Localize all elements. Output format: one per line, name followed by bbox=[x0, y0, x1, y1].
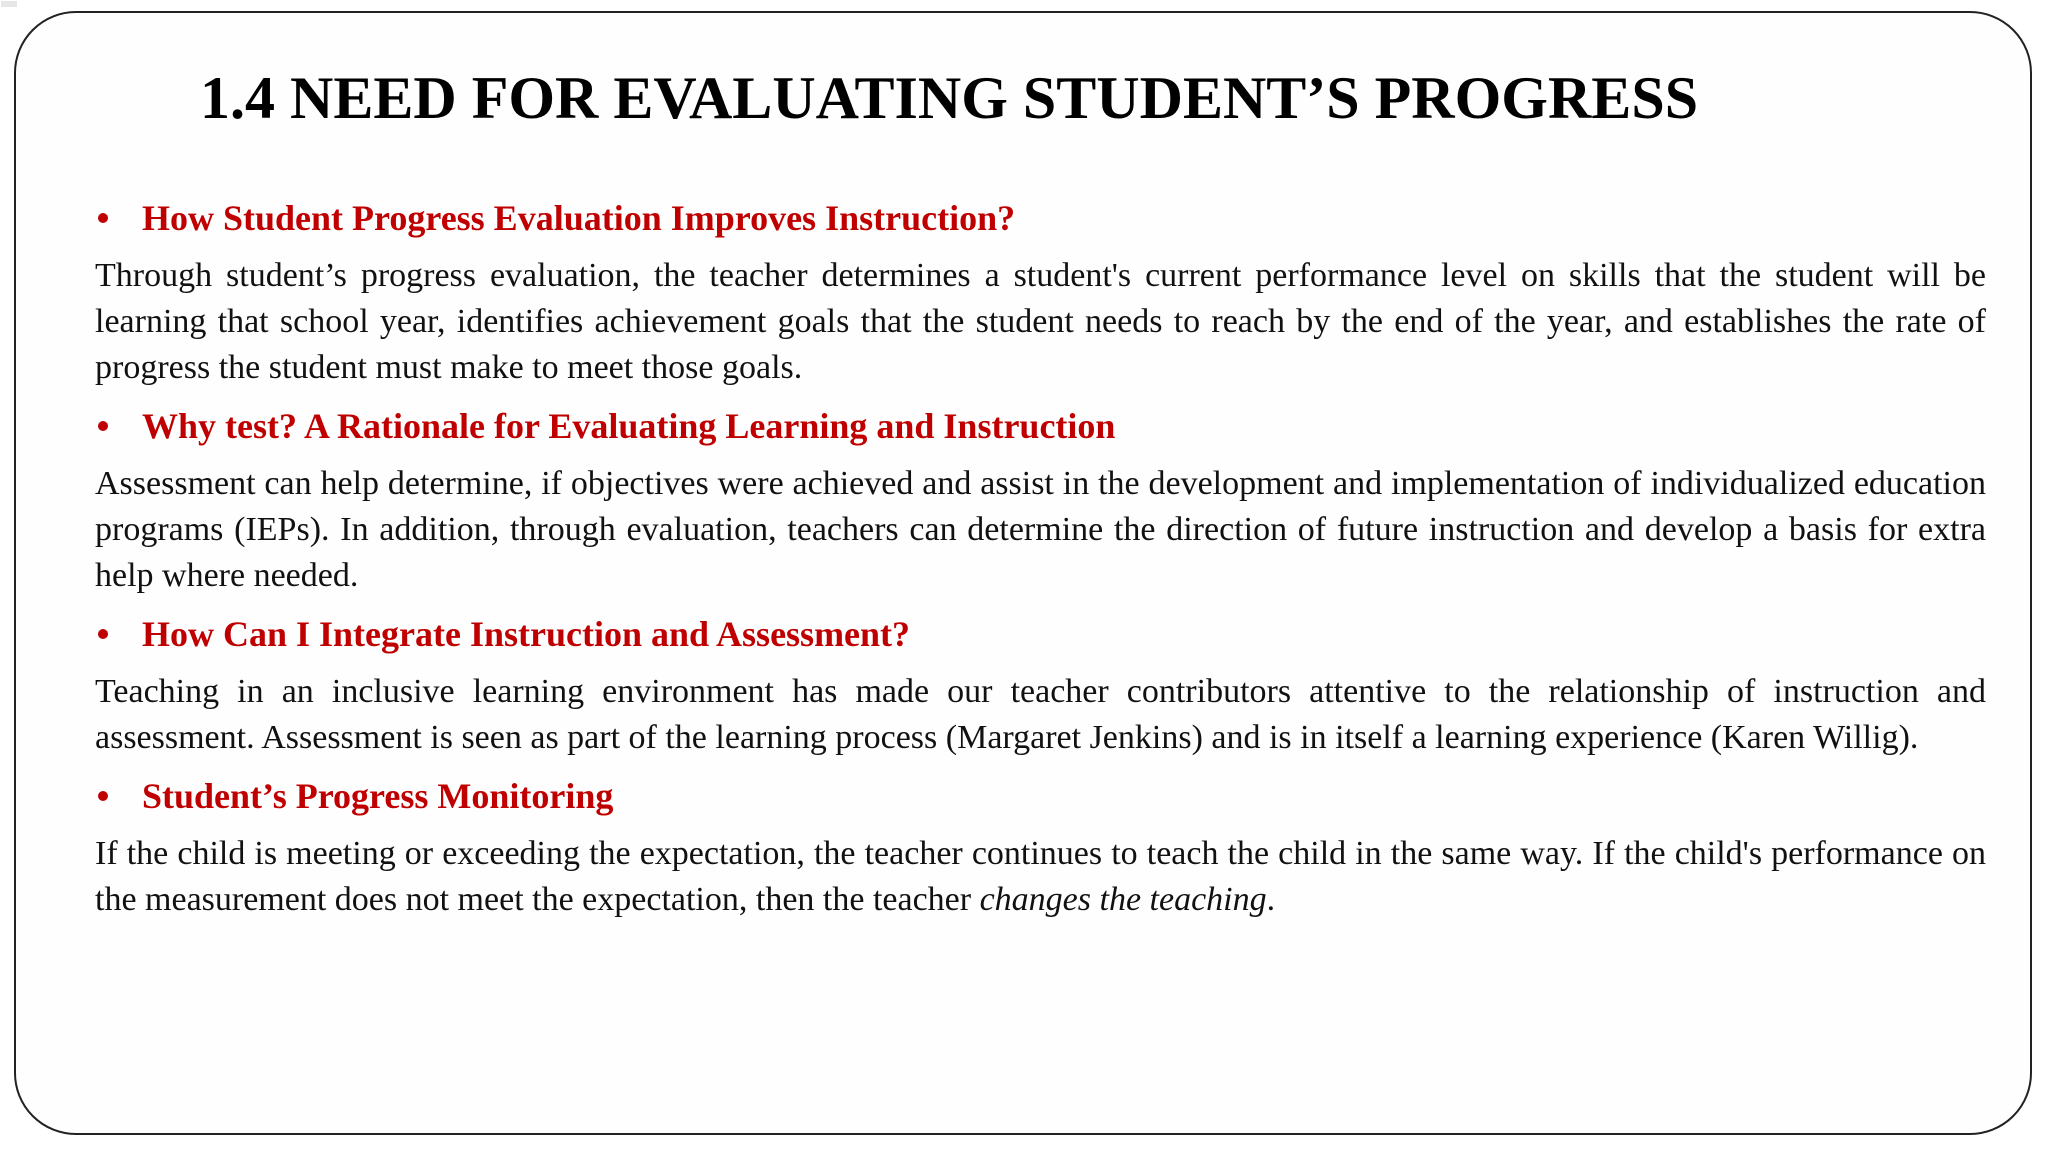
section-body bbox=[95, 831, 1986, 923]
bullet-dot-icon bbox=[98, 629, 108, 639]
section-heading bbox=[95, 403, 1986, 449]
bullet-dot-icon bbox=[98, 791, 108, 801]
bullet-dot-icon bbox=[98, 421, 108, 431]
corner-logo bbox=[1, 1, 17, 7]
section-body-text: If the child is meeting or exceeding the expectation, the teacher continues to teach the child in the same way. If the child's performance on the measurement does not meet the expectation, then the teacher bbox=[95, 835, 1986, 918]
section-body: Assessment can help determine, if objectives were achieved and assist in the development and implementation of individualized education programs (IEPs). In addition, through evaluation, teachers can determine the direction of future instruction and develop a basis for extra help where needed. bbox=[95, 465, 1986, 594]
section-heading bbox=[95, 195, 1986, 241]
section-heading-text: How Can I Integrate Instruction and Assessment? bbox=[142, 614, 911, 654]
section-body-emphasis: changes the teaching bbox=[979, 881, 1267, 918]
slide-content bbox=[95, 195, 1986, 935]
section-4 bbox=[95, 773, 1986, 923]
slide-title: 1.4 NEED FOR EVALUATING STUDENT’S PROGRESS bbox=[200, 65, 1699, 131]
section-body: Through student’s progress evaluation, the teacher determines a student's current performance level on skills that the student will be learning that school year, identifies achievement goals that the student needs to reach by the end of the year, and establishes the rate of progress the student must make to meet those goals. bbox=[95, 257, 1986, 386]
section-2 bbox=[95, 403, 1986, 599]
section-1 bbox=[95, 195, 1986, 391]
section-body-end: . bbox=[1266, 881, 1276, 918]
section-heading bbox=[95, 773, 1986, 819]
section-3 bbox=[95, 611, 1986, 761]
section-heading bbox=[95, 611, 1986, 657]
section-heading-text: How Student Progress Evaluation Improves Instruction? bbox=[142, 198, 1016, 238]
bullet-dot-icon bbox=[98, 213, 108, 223]
section-body: Teaching in an inclusive learning environment has made our teacher contributors attentive to the relationship of instruction and assessment. Assessment is seen as part of the learning process (Margaret Jenkins) and is in itself a learning experience (Karen Willig). bbox=[95, 673, 1986, 756]
section-heading-text: Student’s Progress Monitoring bbox=[142, 776, 614, 816]
section-heading-text: Why test? A Rationale for Evaluating Learning and Instruction bbox=[142, 406, 1116, 446]
